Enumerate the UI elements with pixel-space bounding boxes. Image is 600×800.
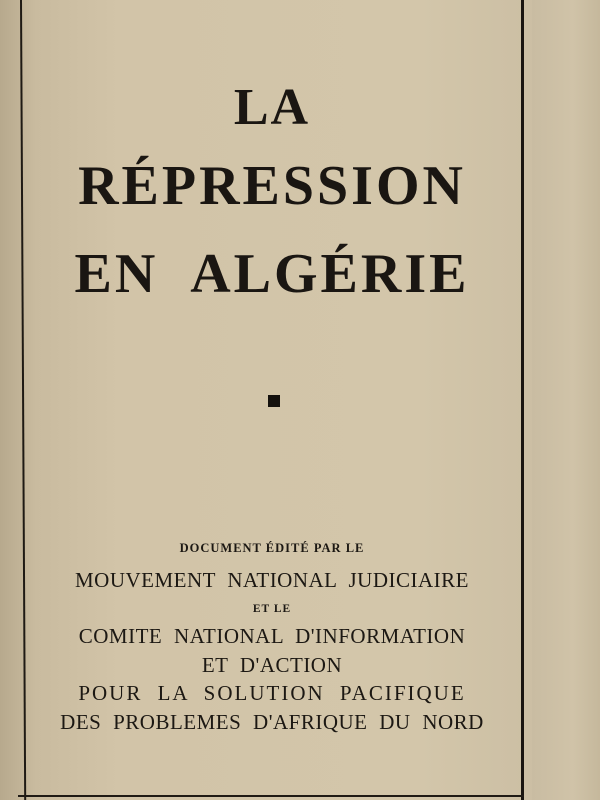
cover-frame-bottom-border: [18, 795, 524, 797]
title-line-2: RÉPRESSION: [78, 155, 466, 217]
title-line-1: LA: [233, 79, 311, 136]
publisher-connector: ET LE: [252, 603, 292, 615]
publisher-org-1: MOUVEMENT NATIONAL JUDICIAIRE: [75, 568, 469, 592]
publisher-org-2-line-2: ET D'ACTION: [201, 653, 343, 677]
publisher-intro: DOCUMENT ÉDITÉ PAR LE: [179, 541, 365, 555]
adjacent-page-edge: [532, 0, 600, 800]
ornament-square-icon: [268, 395, 280, 407]
title-line-3: EN ALGÉRIE: [74, 243, 470, 305]
publisher-org-2-line-4: DES PROBLEMES D'AFRIQUE DU NORD: [60, 710, 484, 734]
publisher-org-2-line-3: POUR LA SOLUTION PACIFIQUE: [78, 681, 466, 705]
publisher-org-2-line-1: COMITE NATIONAL D'INFORMATION: [78, 624, 466, 648]
